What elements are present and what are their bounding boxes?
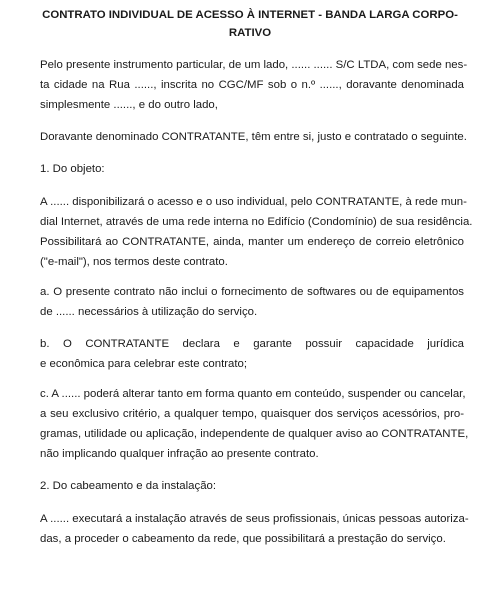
section-2-line-2: das, a proceder o cabeamento da rede, que possibilitará a prestação do serviço. bbox=[40, 533, 446, 545]
section-1-line-2: dial Internet, através de uma rede interna no Edifício (Condomínio) de sua residência. bbox=[40, 216, 473, 228]
item-a-line-2: de ...... necessários à utilização do serviço. bbox=[40, 306, 258, 318]
item-b-line-1: b. O CONTRATANTE declara e garante possuir capacidade jurídica bbox=[40, 338, 464, 350]
document-title-line-2: RATIVO bbox=[228, 27, 272, 39]
item-c-line-1: c. A ...... poderá alterar tanto em forma quanto em conteúdo, suspender ou cancelar, bbox=[40, 388, 466, 400]
intro-line-1: Pelo presente instrumento particular, de um lado, ...... ...... S/C LTDA, com sede nes- bbox=[40, 59, 468, 71]
intro-line-2: ta cidade na Rua ......, inscrita no CGC/MF sob o n.º ......, doravante denominada bbox=[40, 79, 464, 91]
section-1-heading: 1. Do objeto: bbox=[40, 163, 105, 175]
section-1-line-3: Possibilitará ao CONTRATANTE, ainda, manter um endereço de correio eletrônico bbox=[40, 236, 464, 248]
contratante-paragraph: Doravante denominado CONTRATANTE, têm entre si, justo e contratado o seguinte. bbox=[40, 131, 467, 143]
section-1-line-1: A ...... disponibilizará o acesso e o uso individual, pelo CONTRATANTE, à rede mun- bbox=[40, 196, 467, 208]
section-1-line-4: ("e-mail"), nos termos deste contrato. bbox=[40, 256, 228, 268]
section-2-line-1: A ...... executará a instalação através de seus profissionais, únicas pessoas autoriza- bbox=[40, 513, 469, 525]
item-c-line-3: gramas, utilidade ou aplicação, independente de qualquer aviso ao CONTRATANTE, bbox=[40, 428, 469, 440]
section-2-heading: 2. Do cabeamento e da instalação: bbox=[40, 480, 217, 492]
item-b-line-2: e econômica para celebrar este contrato; bbox=[40, 358, 248, 370]
document-title-line-1: CONTRATO INDIVIDUAL DE ACESSO À INTERNET - BANDA LARGA CORPO- bbox=[42, 9, 458, 21]
item-c-line-4: não implicando qualquer infração ao presente contrato. bbox=[40, 448, 319, 460]
intro-line-3: simplesmente ......, e do outro lado, bbox=[40, 99, 218, 111]
item-a-line-1: a. O presente contrato não inclui o fornecimento de softwares ou de equipamentos bbox=[40, 286, 464, 298]
item-c-line-2: a seu exclusivo critério, a qualquer tempo, quaisquer dos serviços acessórios, pro- bbox=[40, 408, 464, 420]
